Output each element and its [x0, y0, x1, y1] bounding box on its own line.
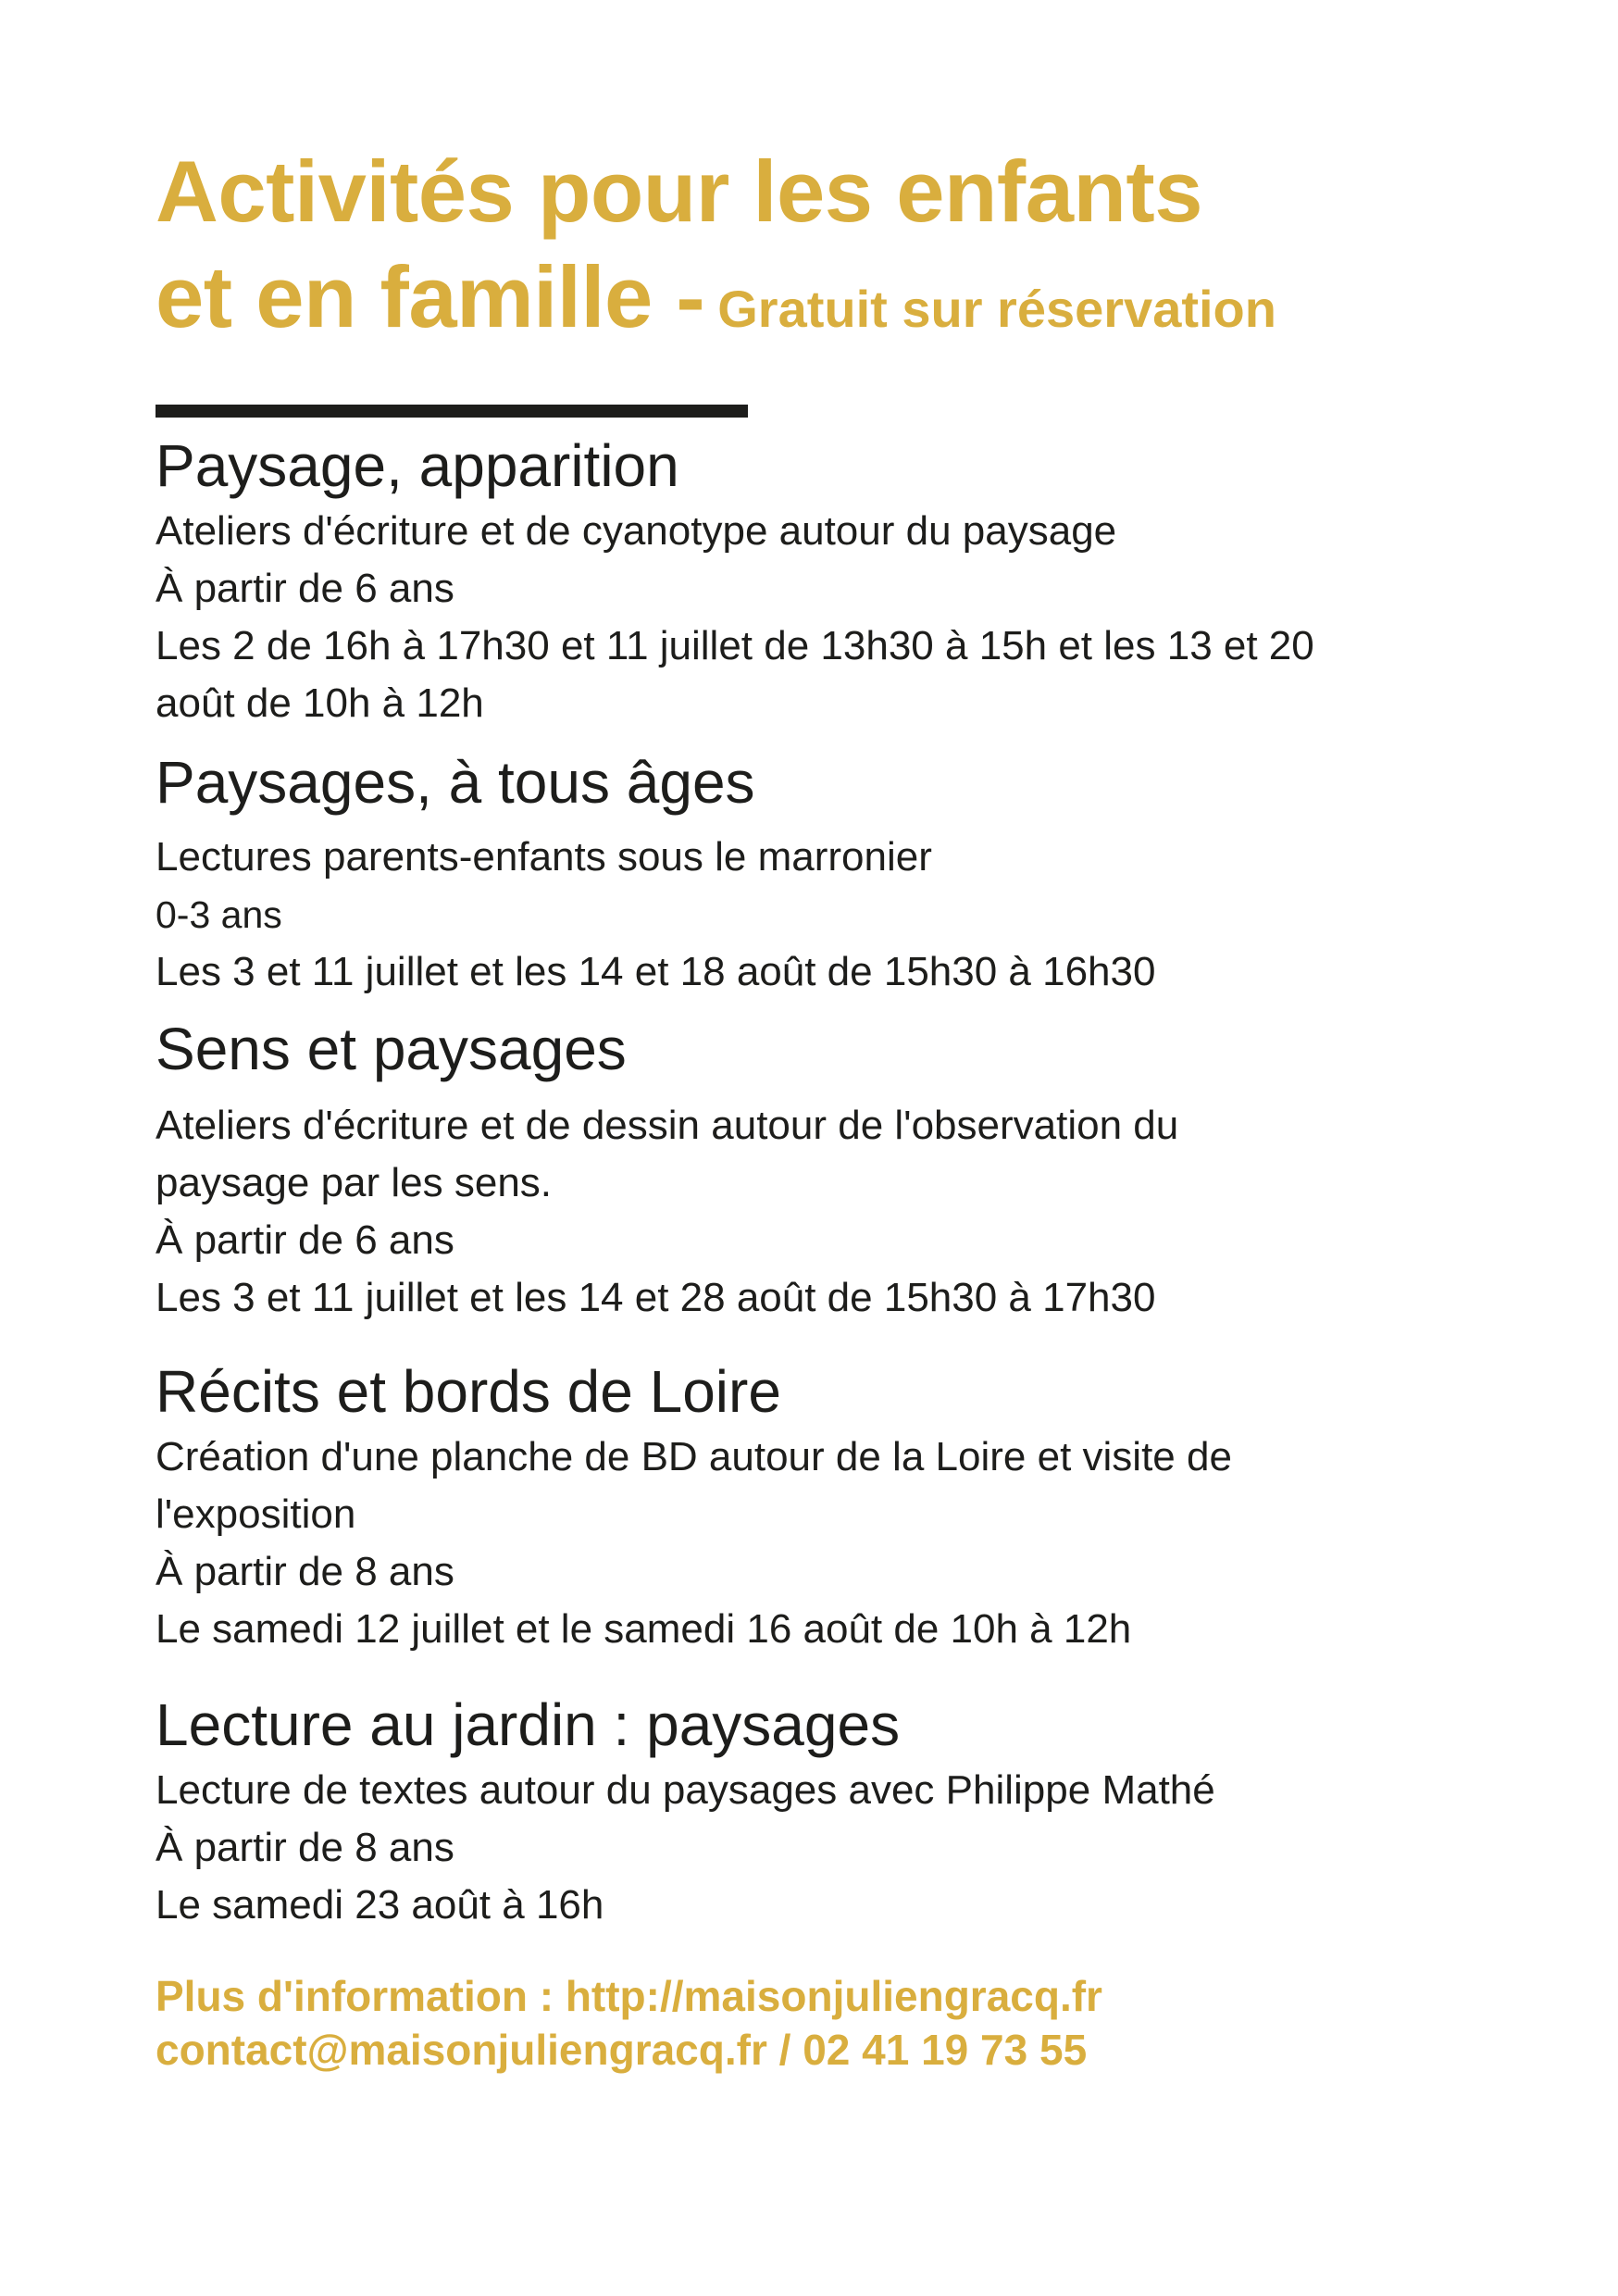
title-line-2: et en famille - — [156, 248, 705, 345]
activity-age: À partir de 6 ans — [156, 1217, 454, 1263]
activity-age: À partir de 8 ans — [156, 1825, 454, 1870]
activity-age: À partir de 6 ans — [156, 566, 454, 611]
activity-paysage-apparition — [156, 429, 1470, 732]
activity-age: 0-3 ans — [156, 893, 282, 936]
activity-title: Sens et paysages — [156, 1016, 627, 1082]
title-divider — [156, 405, 748, 418]
activity-title: Paysage, apparition — [156, 432, 679, 499]
activity-dates: Le samedi 12 juillet et le samedi 16 août de 10h à 12h — [156, 1606, 1132, 1652]
activity-sens-et-paysages — [156, 1012, 1470, 1327]
activity-age: À partir de 8 ans — [156, 1549, 454, 1594]
activity-description: Lectures parents-enfants sous le marronier — [156, 834, 932, 880]
activity-title: Lecture au jardin : paysages — [156, 1691, 901, 1758]
footer — [156, 1969, 1470, 2077]
document-page — [156, 139, 1470, 2077]
activity-description: Création d'une planche de BD autour de la Loire et visite de — [156, 1434, 1232, 1479]
activity-dates-continued: août de 10h à 12h — [156, 680, 484, 726]
page-title — [156, 139, 1470, 362]
activity-description-continued: paysage par les sens. — [156, 1160, 553, 1205]
activity-dates: Les 3 et 11 juillet et les 14 et 18 août de 15h30 à 16h30 — [156, 949, 1156, 994]
footer-contact[interactable]: contact@maisonjuliengracq.fr / 02 41 19 73 55 — [156, 2026, 1088, 2074]
page-subtitle: Gratuit sur réservation — [717, 280, 1276, 338]
footer-info-link[interactable]: Plus d'information : http://maisonjuliengracq.fr — [156, 1972, 1102, 2020]
activity-dates: Le samedi 23 août à 16h — [156, 1882, 604, 1928]
activity-description: Ateliers d'écriture et de cyanotype autour du paysage — [156, 508, 1117, 554]
activity-description-continued: l'exposition — [156, 1491, 356, 1537]
activity-title: Paysages, à tous âges — [156, 749, 755, 816]
activity-title: Récits et bords de Loire — [156, 1358, 781, 1425]
activity-dates: Les 3 et 11 juillet et les 14 et 28 août de 15h30 à 17h30 — [156, 1275, 1156, 1320]
activity-recits-bords-de-loire — [156, 1354, 1470, 1658]
activity-dates: Les 2 de 16h à 17h30 et 11 juillet de 13h30 à 15h et les 13 et 20 — [156, 623, 1314, 668]
activity-description: Lecture de textes autour du paysages avec Philippe Mathé — [156, 1767, 1215, 1813]
title-line-1: Activités pour les enfants — [156, 143, 1202, 240]
activity-description: Ateliers d'écriture et de dessin autour de l'observation du — [156, 1103, 1179, 1148]
activity-lecture-au-jardin — [156, 1688, 1470, 1934]
activity-paysages-tous-ages — [156, 745, 1470, 1001]
